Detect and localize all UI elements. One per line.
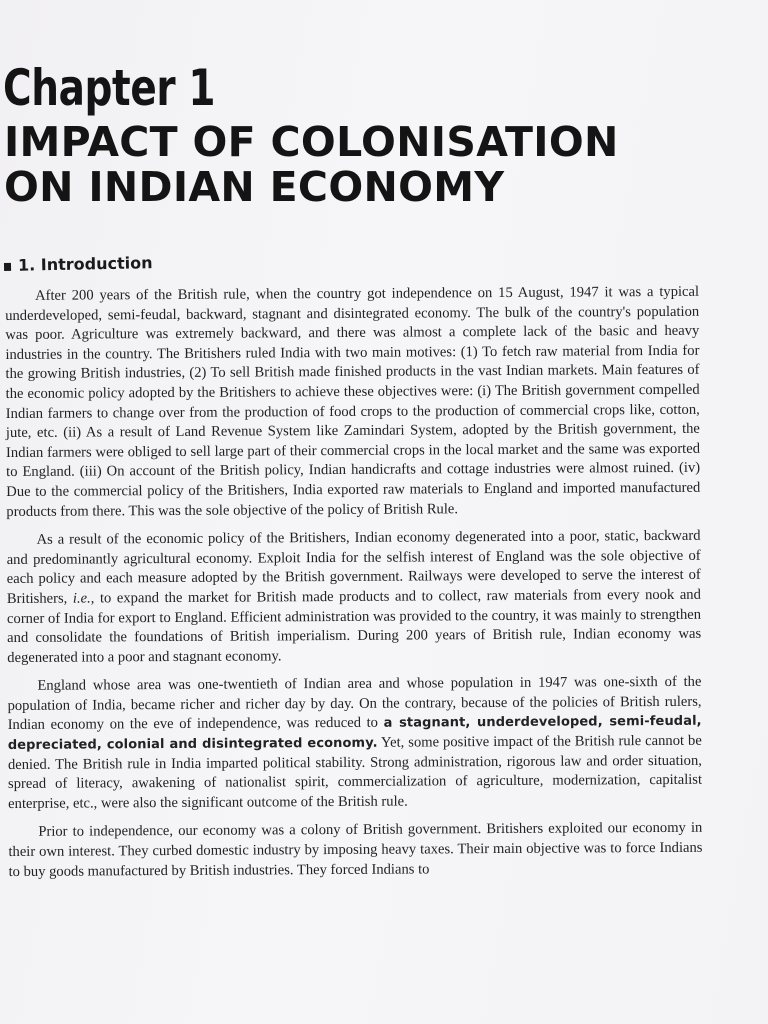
text-run: After 200 years of the British rule, when the country got independence on 15 August, 1947 it was a typical underdeveloped, semi-feudal, backward, stagnant and disintegrated economy. The bulk of the country's population was poor. Agriculture was extremely backward, and there was almost a complete lack of the basic and heavy industries in the country. The Britishers ruled India with two main motives: (1) To fetch raw material from India for the growing British industries, (2) To sell British made finished products in the vast Indian markets. Main features of the economic policy adopted by the Britishers to achieve these objectives were: (i) The British government compelled Indian farmers to change over from the production of food crops to the production of commercial crops like, cotton, jute, etc. (ii) As a result of Land Revenue System like Zamindari System, adopted by the British government, the Indian farmers were obliged to sell large part of their commercial crops in the local market and the same was exported to England. (iii) On account of the British policy, Indian handicrafts and cottage industries were almost ruined. (iv) Due to the commercial policy of the Britishers, India exported raw materials to England and imported manufactured products from there. This was the sole objective of the policy of British Rule. bbox=[5, 283, 701, 520]
text-run: England whose area was one-twentieth of Indian area and whose population in 1947 was one-sixth of the population of India, became richer and richer day by day. On the contrary, because of the policies of British rulers, Indian economy on the eve of independence, was reduced to bbox=[7, 674, 702, 734]
square-bullet-icon bbox=[4, 263, 11, 271]
chapter-label: Chapter 1 bbox=[3, 59, 216, 117]
section-heading-text: 1. Introduction bbox=[17, 253, 153, 275]
paragraph bbox=[7, 673, 702, 814]
text-run: , to expand the market for British made products and to collect, raw materials from every nook and corner of India for export to England. Efficient administration was provided to the country, it was mainly to strengthen and consolidate the foundations of British imperialism. During 200 years of British rule, Indian economy was degenerated into a poor and stagnant economy. bbox=[6, 586, 702, 666]
paragraph bbox=[6, 527, 701, 668]
bold-phrase: a stagnant, underdeveloped, semi-feudal, depreciated, colonial and disintegrated economy. bbox=[7, 714, 702, 754]
paragraph bbox=[8, 819, 702, 882]
italic-phrase: i.e. bbox=[72, 590, 91, 607]
chapter-title-line-1: IMPACT OF COLONISATION bbox=[4, 118, 619, 166]
section-heading bbox=[4, 253, 153, 275]
text-run: Yet, some positive impact of the British rule cannot be denied. The British rule in India imparted political stability. Strong administration, rigorous law and order situation, spread of literacy, awakening of nationalist spirit, commercialization of agriculture, modernization, capitalist enterprise, etc., were also the significant outcome of the British rule. bbox=[7, 732, 703, 812]
body-text bbox=[5, 283, 703, 891]
text-run: Prior to independence, our economy was a colony of British government. Britishers exploited our economy in their own interest. They curbed domestic industry by imposing heavy taxes. Their main objective was to force Indians to buy goods manufactured by British industries. They forced Indians to bbox=[8, 820, 703, 880]
chapter-title bbox=[4, 120, 619, 210]
chapter-title-line-2: ON INDIAN ECONOMY bbox=[4, 163, 505, 211]
text-run: As a result of the economic policy of the Britishers, Indian economy degenerated into a poor, static, backward and predominantly agricultural economy. Exploit India for the selfish interest of England was the sole objective of each policy and each measure adopted by the British government. Railways were developed to serve the interest of Britishers, bbox=[6, 527, 701, 607]
paragraph bbox=[5, 283, 700, 522]
